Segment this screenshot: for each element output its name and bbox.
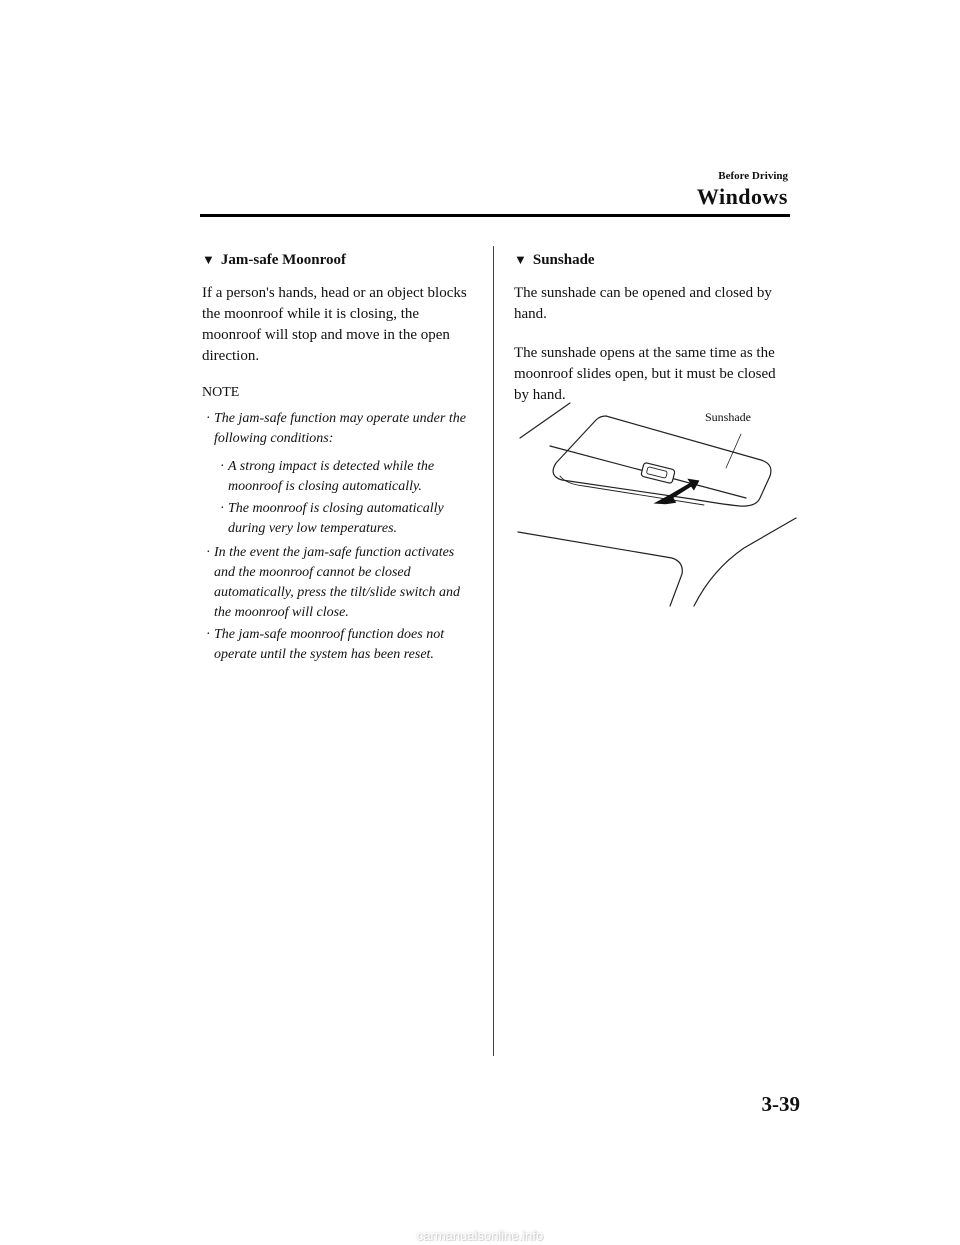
jam-safe-heading xyxy=(202,252,477,269)
note-subitem xyxy=(220,499,477,539)
left-column xyxy=(202,252,477,667)
chapter-title: Windows xyxy=(696,184,788,209)
sunshade-paragraph-1: The sunshade can be opened and closed by hand. xyxy=(514,285,772,322)
figure-label: Sunshade xyxy=(705,410,751,424)
sunshade-illustration xyxy=(514,398,804,613)
note-item xyxy=(206,543,477,623)
jam-safe-heading-text: Jam-safe Moonroof xyxy=(220,252,346,268)
windshield-frame xyxy=(518,532,682,606)
column-divider xyxy=(493,246,494,1056)
roof-edge-line xyxy=(520,403,570,438)
note-text: The moonroof is closing automatically during very low temperatures. xyxy=(228,501,444,536)
sunshade-heading-text: Sunshade xyxy=(532,252,595,268)
header-rule xyxy=(200,214,790,217)
sunshade-paragraph-2: The sunshade opens at the same time as the moonroof slides open, but it must be closed by hand. xyxy=(514,345,776,403)
section-label: Before Driving xyxy=(718,170,788,182)
bullet-icon: · xyxy=(220,459,225,474)
triangle-marker-icon: ▼ xyxy=(514,252,527,267)
bullet-icon: · xyxy=(206,411,211,426)
note-subitem xyxy=(220,457,477,497)
bullet-icon: · xyxy=(206,545,211,560)
bullet-icon: · xyxy=(206,627,211,642)
page-number: 3-39 xyxy=(761,1092,800,1116)
note-label: NOTE xyxy=(202,385,240,400)
watermark-url: carmanualsonline.info xyxy=(416,1228,544,1243)
note-text: A strong impact is detected while the moonroof is closing automatically. xyxy=(228,459,435,494)
note-text: The jam-safe function may operate under the following conditions: xyxy=(214,411,466,446)
note-item xyxy=(206,625,477,665)
triangle-marker-icon: ▼ xyxy=(202,252,215,267)
note-item xyxy=(206,409,477,449)
sunshade-heading xyxy=(514,252,794,269)
note-text: In the event the jam-safe function activates and the moonroof cannot be closed automatically, press the tilt/slide switch and the moonroof will close. xyxy=(214,545,461,620)
bullet-icon: · xyxy=(220,501,225,516)
note-text: The jam-safe moonroof function does not operate until the system has been reset. xyxy=(214,627,445,662)
jam-safe-paragraph: If a person's hands, head or an object blocks the moonroof while it is closing, the moonroof will stop and move in the open direction. xyxy=(202,285,467,364)
moonroof-outline xyxy=(553,416,771,506)
sunshade-handle-icon xyxy=(641,462,675,483)
pillar-line xyxy=(694,518,796,606)
